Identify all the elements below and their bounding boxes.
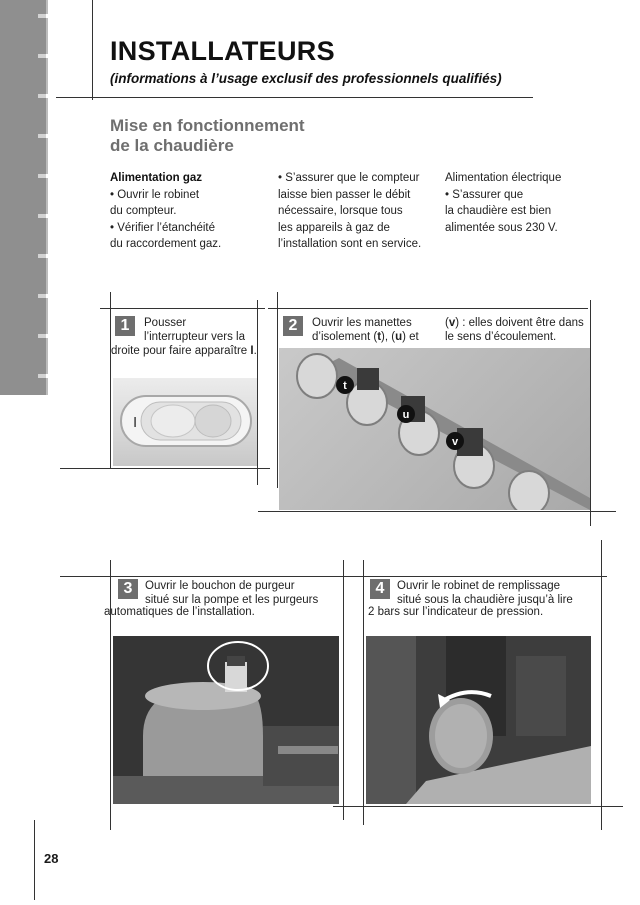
electric-line: Alimentation électrique — [445, 172, 562, 184]
frame-line — [258, 511, 616, 512]
step-line: (v) : elles doivent être dans — [445, 317, 584, 329]
gas-line: du compteur. — [110, 205, 177, 217]
switch-photo — [113, 378, 257, 466]
section-title — [110, 116, 305, 156]
step-line: l’interrupteur vers la — [144, 331, 245, 343]
section-title-line1: Mise en fonctionnement — [110, 116, 305, 135]
frame-line — [110, 560, 111, 830]
step-number: 3 — [118, 579, 138, 599]
step-line: situé sur la pompe et les purgeurs — [145, 594, 319, 606]
switch-mark: I — [133, 414, 138, 431]
meter-line: nécessaire, lorsque tous — [278, 205, 403, 217]
intro-electric-column — [445, 170, 605, 236]
header-vertical-rule — [92, 0, 93, 100]
step-text — [397, 579, 607, 607]
step-text — [144, 316, 264, 344]
valve-label-u: u — [402, 409, 410, 421]
page-subtitle: (informations à l’usage exclusif des professionnels qualifiés) — [110, 71, 502, 86]
filling-valve-photo — [366, 636, 591, 804]
frame-line — [60, 576, 355, 577]
step-line: d’isolement (t), (u) et — [312, 331, 419, 343]
frame-line — [333, 806, 623, 807]
step-line: Pousser — [144, 317, 187, 329]
side-tab-decoration — [0, 0, 46, 395]
meter-line: • S’assurer que le compteur — [278, 172, 420, 184]
step-line: Ouvrir les manettes — [312, 317, 412, 329]
gas-line: du raccordement gaz. — [110, 238, 222, 250]
valves-photo — [279, 348, 590, 510]
frame-line — [268, 308, 588, 309]
frame-line — [352, 576, 607, 577]
step-text-col2 — [445, 316, 595, 344]
valve-label-t: t — [343, 380, 347, 392]
electric-line: la chaudière est bien — [445, 205, 552, 217]
frame-line — [110, 292, 111, 468]
frame-line — [277, 292, 278, 488]
step-line: Ouvrir le bouchon de purgeur — [145, 580, 295, 592]
frame-line — [100, 308, 265, 309]
gas-line: • Ouvrir le robinet — [110, 188, 200, 201]
electric-line: • S’assurer que — [445, 188, 524, 201]
gas-heading: Alimentation gaz — [110, 172, 203, 184]
header-rule — [56, 97, 533, 98]
step-line: automatiques de l’installation. — [104, 606, 255, 618]
footer-rule — [34, 820, 35, 900]
switch-illustration — [113, 378, 257, 466]
page-title: INSTALLATEURS — [110, 36, 335, 66]
step-line: droite pour faire apparaître I. — [111, 345, 257, 357]
step-line: le sens d’écoulement. — [445, 331, 557, 343]
intro-gas-column — [110, 170, 270, 253]
step-number: 2 — [283, 316, 303, 336]
meter-line: laisse bien passer le débit — [278, 188, 411, 201]
meter-line: l’installation sont en service. — [278, 238, 422, 250]
step-number: 1 — [115, 316, 135, 336]
purger-photo — [113, 636, 339, 804]
frame-line — [60, 468, 270, 469]
step-line: situé sous la chaudière jusqu’à lire — [397, 594, 573, 606]
step-text — [145, 579, 355, 607]
valve-label-v: v — [451, 436, 459, 448]
intro-meter-column — [278, 170, 438, 253]
frame-line — [363, 560, 364, 825]
section-title-line2: de la chaudière — [110, 136, 234, 155]
purger-illustration — [113, 636, 339, 804]
electric-line: alimentée sous 230 V. — [445, 221, 558, 234]
step-line: 2 bars sur l’indicateur de pression. — [368, 606, 544, 618]
step-line: Ouvrir le robinet de remplissage — [397, 580, 560, 592]
meter-line: les appareils à gaz de — [278, 221, 390, 234]
step-number: 4 — [370, 579, 390, 599]
gas-line: • Vérifier l’étanchéité — [110, 221, 216, 234]
page-number: 28 — [44, 851, 59, 866]
step-text — [312, 316, 442, 344]
filling-valve-illustration — [366, 636, 591, 804]
valves-illustration — [279, 348, 590, 510]
